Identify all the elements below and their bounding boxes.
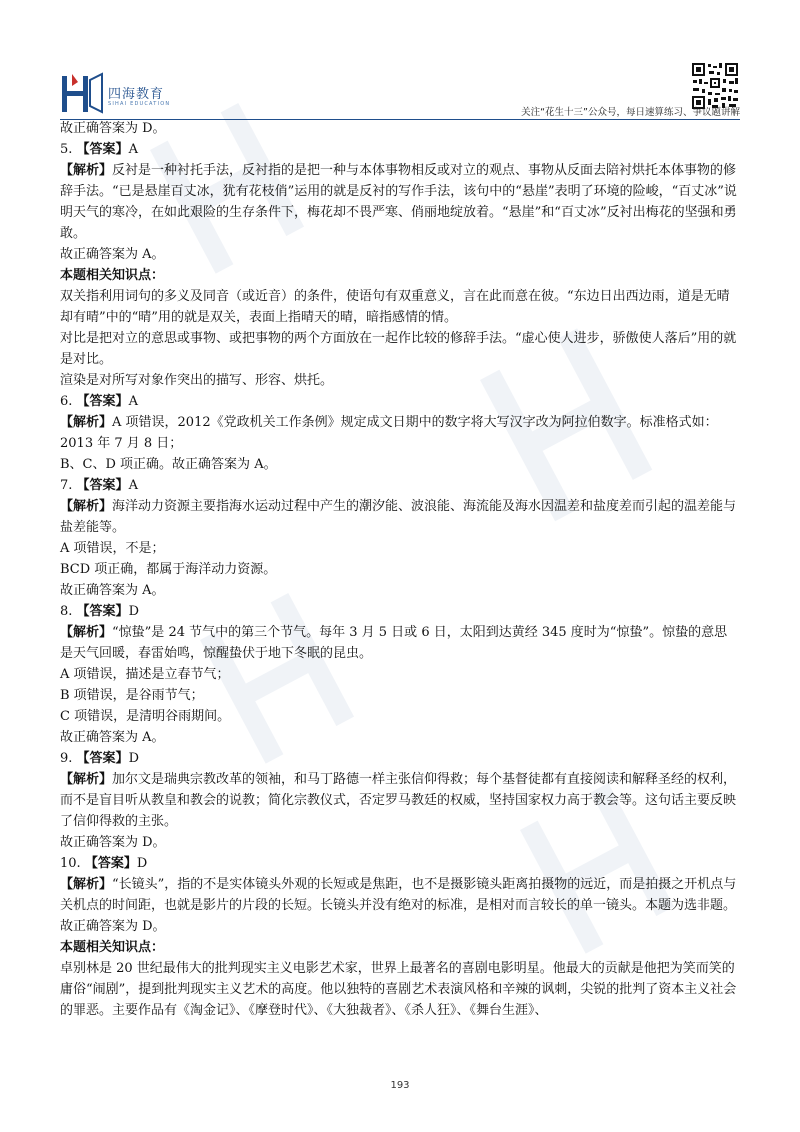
body-text: BCD 项正确，都属于海洋动力资源。 bbox=[60, 562, 277, 577]
analysis-label: 【解析】 bbox=[60, 163, 113, 178]
question-number: 10. bbox=[60, 856, 81, 871]
answer-label: 【答案】 bbox=[76, 142, 129, 157]
brand-name-cn: 四海教育 bbox=[108, 87, 165, 102]
answer-line bbox=[60, 601, 740, 622]
text-line bbox=[60, 727, 740, 748]
body-text: 渲染是对所写对象作突出的描写、形容、烘托。 bbox=[60, 373, 334, 388]
body-text: 故正确答案为 A。 bbox=[60, 583, 165, 598]
answer-label: 【答案】 bbox=[76, 604, 129, 619]
section-heading: 本题相关知识点： bbox=[60, 268, 165, 283]
body-text: 故正确答案为 D。 bbox=[60, 121, 166, 136]
question-number: 7. bbox=[60, 478, 73, 493]
analysis-label: 【解析】 bbox=[60, 877, 113, 892]
answer-line bbox=[60, 853, 740, 874]
section-heading: 本题相关知识点： bbox=[60, 940, 165, 955]
text-line bbox=[60, 118, 740, 139]
body-text: 故正确答案为 D。 bbox=[60, 919, 166, 934]
body-text: 双关指利用词句的多义及同音（或近音）的条件，使语句有双重意义，言在此而意在彼。“东边日出西边雨，道是无晴却有晴”中的“晴”用的就是双关，表面上指晴天的晴，暗指感情的情。 bbox=[60, 289, 730, 325]
body-text: C 项错误，是清明谷雨期间。 bbox=[60, 709, 231, 724]
answer-explanations bbox=[60, 118, 740, 1021]
page-header bbox=[0, 0, 800, 118]
text-line bbox=[60, 706, 740, 727]
body-text: 加尔文是瑞典宗教改革的领袖，和马丁路德一样主张信仰得救；每个基督徒都有直接阅读和解释圣经的权利，而不是盲目听从教皇和教会的说教；简化宗教仪式，否定罗马教廷的权威，坚持国家权力高于教会等。这句话主要反映了信仰得救的主张。 bbox=[60, 772, 737, 829]
text-line bbox=[60, 958, 740, 1021]
analysis-paragraph bbox=[60, 160, 740, 244]
question-number: 9. bbox=[60, 751, 73, 766]
text-line bbox=[60, 286, 740, 328]
answer-label: 【答案】 bbox=[76, 478, 129, 493]
body-text: B、C、D 项正确。故正确答案为 A。 bbox=[60, 457, 277, 472]
qr-code-icon bbox=[691, 62, 739, 110]
answer-label: 【答案】 bbox=[76, 394, 129, 409]
answer-label: 【答案】 bbox=[76, 751, 129, 766]
body-text: 卓别林是 20 世纪最伟大的批判现实主义电影艺术家，世界上最著名的喜剧电影明星。他最大的贡献是他把为笑而笑的庸俗“闹剧”，提到批判现实主义艺术的高度。他以独特的喜剧艺术表演风格和辛辣的讽刺，尖锐的批判了资本主义社会的罪恶。主要作品有《淘金记》、《摩登时代》、《大独裁者》、《杀人狂》、《舞台生涯》、 bbox=[60, 961, 737, 1018]
analysis-paragraph bbox=[60, 769, 740, 832]
header-slogan: 关注“花生十三”公众号，每日速算练习、争议题讲解 bbox=[521, 107, 740, 118]
answer-line bbox=[60, 475, 740, 496]
body-text: D bbox=[136, 856, 148, 871]
analysis-paragraph bbox=[60, 496, 740, 538]
body-text: 故正确答案为 A。 bbox=[60, 730, 165, 745]
text-line bbox=[60, 685, 740, 706]
brand-name-en: SIHAI EDUCATION bbox=[108, 101, 171, 107]
body-text: A 项错误，不是； bbox=[60, 541, 165, 556]
text-line bbox=[60, 580, 740, 601]
body-text: “惊蛰”是 24 节气中的第三个节气。每年 3 月 5 日或 6 日，太阳到达黄经 345 度时为“惊蛰”。惊蛰的意思是天气回暖，春雷始鸣，惊醒蛰伏于地下冬眠的昆虫。 bbox=[60, 625, 728, 661]
question-number: 6. bbox=[60, 394, 73, 409]
body-text: A bbox=[128, 478, 138, 493]
question-number: 5. bbox=[60, 142, 73, 157]
analysis-label: 【解析】 bbox=[60, 772, 113, 787]
body-text: D bbox=[128, 751, 139, 766]
body-text: “长镜头”，指的不是实体镜头外观的长短或是焦距，也不是摄影镜头距离拍摄物的远近，而是拍摄之开机点与关机点的时间距，也就是影片的片段的长短。长镜头并没有绝对的标准，是相对而言较长的单一镜头。本题为选非题。 bbox=[60, 877, 737, 913]
analysis-paragraph bbox=[60, 874, 740, 916]
text-line bbox=[60, 559, 740, 580]
knowledge-heading bbox=[60, 937, 740, 958]
question-number: 8. bbox=[60, 604, 73, 619]
text-line bbox=[60, 328, 740, 370]
body-text: A 项错误，2012《党政机关工作条例》规定成文日期中的数字将大写汉字改为阿拉伯数字。标准格式如：2013 年 7 月 8 日； bbox=[60, 415, 718, 451]
answer-line bbox=[60, 139, 740, 160]
text-line bbox=[60, 454, 740, 475]
text-line bbox=[60, 916, 740, 937]
analysis-paragraph bbox=[60, 622, 740, 664]
body-text: A 项错误，描述是立春节气； bbox=[60, 667, 230, 682]
body-text: B 项错误，是谷雨节气； bbox=[60, 688, 204, 703]
analysis-label: 【解析】 bbox=[60, 625, 113, 640]
text-line bbox=[60, 244, 740, 265]
analysis-label: 【解析】 bbox=[60, 499, 113, 514]
text-line bbox=[60, 832, 740, 853]
answer-line bbox=[60, 391, 740, 412]
body-text: 海洋动力资源主要指海水运动过程中产生的潮汐能、波浪能、海流能及海水因温差和盐度差而引起的温差能与盐差能等。 bbox=[60, 499, 737, 535]
body-text: 故正确答案为 D。 bbox=[60, 835, 166, 850]
answer-line bbox=[60, 748, 740, 769]
knowledge-heading bbox=[60, 265, 740, 286]
body-text: A bbox=[128, 142, 138, 157]
body-text: 反衬是一种衬托手法，反衬指的是把一种与本体事物相反或对立的观点、事物从反面去陪衬烘托本体事物的修辞手法。“已是悬崖百丈冰，犹有花枝俏”运用的就是反衬的写作手法，该句中的“悬崖”表明了环境的险峻，“百丈冰”说明天气的寒冷，在如此艰险的生存条件下，梅花却不畏严寒、俏丽地绽放着。“悬崖”和“百丈冰”反衬出梅花的坚强和勇敢。 bbox=[60, 163, 737, 241]
text-line bbox=[60, 538, 740, 559]
body-text: A bbox=[128, 394, 138, 409]
analysis-paragraph bbox=[60, 412, 740, 454]
page-number: 193 bbox=[390, 1080, 410, 1091]
text-line bbox=[60, 664, 740, 685]
body-text: D bbox=[128, 604, 139, 619]
answer-label: 【答案】 bbox=[84, 856, 137, 871]
text-line bbox=[60, 370, 740, 391]
sihai-logo-icon bbox=[60, 72, 106, 116]
body-text: 对比是把对立的意思或事物、或把事物的两个方面放在一起作比较的修辞手法。“虚心使人进步，骄傲使人落后”用的就是对比。 bbox=[60, 331, 737, 367]
analysis-label: 【解析】 bbox=[60, 415, 113, 430]
body-text: 故正确答案为 A。 bbox=[60, 247, 165, 262]
